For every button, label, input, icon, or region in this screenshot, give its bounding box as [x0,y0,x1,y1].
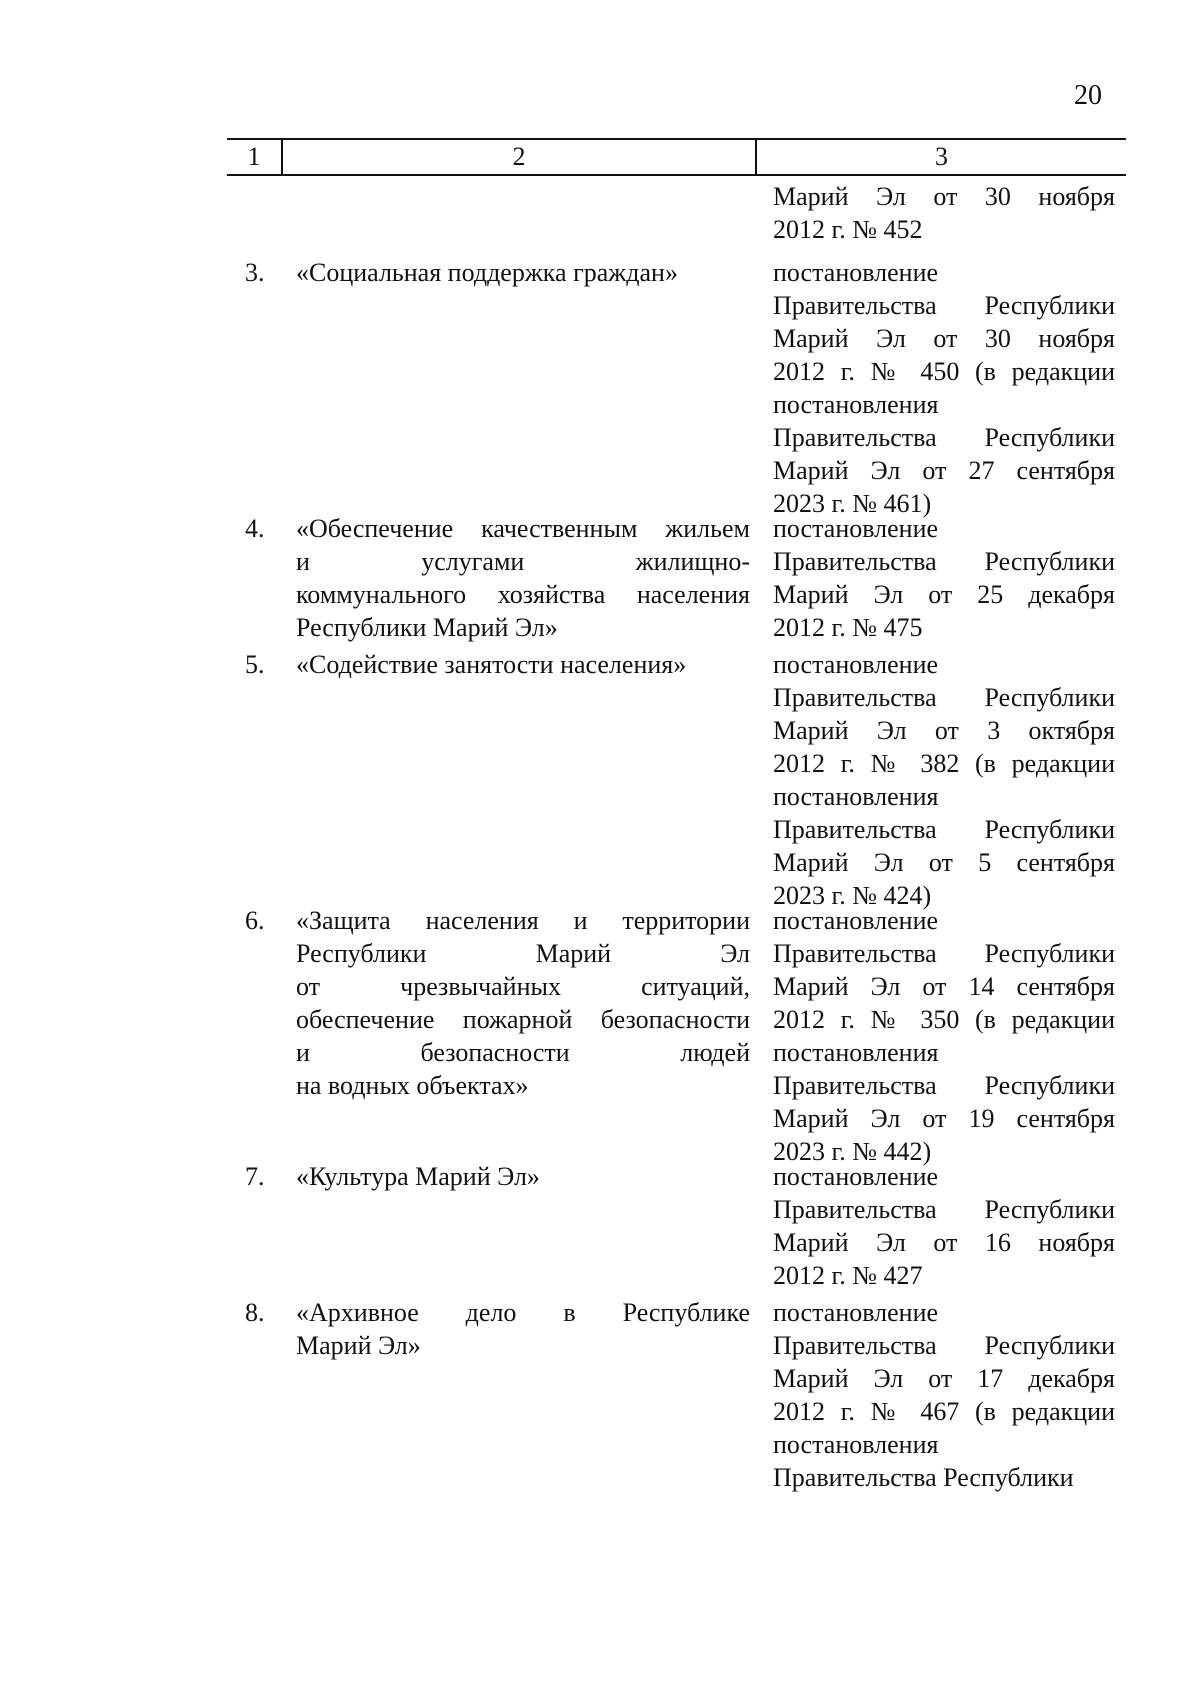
text-line: постановления [773,390,939,419]
text-line: «Архивное дело в Республике [296,1298,750,1327]
text-line: Правительства Республики [773,1071,1115,1100]
program-name [296,904,750,1102]
text-line: «Социальная поддержка граждан» [296,258,678,287]
page-number: 20 [1074,80,1102,111]
document-reference [773,256,1115,520]
text-line: Марий Эл от 16 ноября [773,1228,1115,1257]
text-line: постановления [773,1430,939,1459]
column-header-2: 2 [283,140,757,174]
text-line: 2012 г. № 452 [773,215,923,244]
row-number: 7. [245,1162,265,1191]
text-line: 2012 г. № 350 (в редакции [773,1005,1115,1034]
text-line: постановление [773,1162,939,1191]
program-name [296,1160,750,1193]
row-number: 4. [245,514,265,543]
text-line: Правительства Республики [773,1463,1074,1492]
document-reference [773,1160,1115,1292]
text-line: 2012 г. № 467 (в редакции [773,1397,1115,1426]
text-line: постановление [773,514,939,543]
text-line: Правительства Республики [773,683,1115,712]
text-line: постановления [773,782,939,811]
row-number: 3. [245,258,265,287]
text-line: постановление [773,650,939,679]
text-line: и безопасности людей [296,1038,750,1067]
text-line: 2023 г. № 442) [773,1137,932,1166]
text-line: Марий Эл от 3 октября [773,716,1115,745]
text-line: постановление [773,1298,939,1327]
document-reference [773,1296,1115,1494]
text-line: от чрезвычайных ситуаций, [296,972,750,1001]
text-line: Марий Эл от 30 ноября [773,324,1115,353]
text-line: постановления [773,1038,939,1067]
document-reference [773,904,1115,1168]
text-line: 2012 г. № 382 (в редакции [773,749,1115,778]
text-line: постановление [773,906,939,935]
text-line: Правительства Республики [773,423,1115,452]
text-line: Республики Марий Эл» [296,613,558,642]
text-line: «Культура Марий Эл» [296,1162,540,1191]
text-line: Марий Эл от 27 сентября [773,456,1115,485]
text-line: Марий Эл от 19 сентября [773,1104,1115,1133]
text-line: «Содействие занятости населения» [296,650,687,679]
program-name [296,648,750,681]
text-line: 2023 г. № 461) [773,489,932,518]
document-reference [773,512,1115,644]
column-header-1: 1 [227,140,283,174]
text-line: обеспечение пожарной безопасности [296,1005,750,1034]
text-line: Марий Эл» [296,1331,421,1360]
text-line: Республики Марий Эл [296,939,750,968]
program-name [296,512,750,644]
text-line: Марий Эл от 14 сентября [773,972,1115,1001]
column-header-3: 3 [935,142,948,171]
document-reference [773,648,1115,912]
text-line: 2023 г. № 424) [773,881,932,910]
program-name [296,1296,750,1362]
program-name [296,256,750,289]
text-line: коммунального хозяйства населения [296,580,750,609]
text-line: Правительства Республики [773,1195,1115,1224]
row-number: 5. [245,650,265,679]
text-line: 2012 г. № 450 (в редакции [773,357,1115,386]
text-line: Марий Эл от 30 ноября [773,182,1115,211]
text-line: Правительства Республики [773,1331,1115,1360]
text-line: Марий Эл от 5 сентября [773,848,1115,877]
text-line: и услугами жилищно- [296,547,750,576]
row-number: 8. [245,1298,265,1327]
row-number: 6. [245,906,265,935]
text-line: Марий Эл от 17 декабря [773,1364,1115,1393]
text-line: Правительства Республики [773,815,1115,844]
text-line: Марий Эл от 25 декабря [773,580,1115,609]
text-line: постановление [773,258,939,287]
text-line: на водных объектах» [296,1071,529,1100]
text-line: «Защита населения и территории [296,906,750,935]
text-line: «Обеспечение качественным жильем [296,514,750,543]
text-line: Правительства Республики [773,547,1115,576]
text-line: Правительства Республики [773,939,1115,968]
document-reference [773,180,1115,246]
text-line: 2012 г. № 475 [773,613,923,642]
text-line: 2012 г. № 427 [773,1261,923,1290]
text-line: Правительства Республики [773,291,1115,320]
table-header [227,138,1126,176]
